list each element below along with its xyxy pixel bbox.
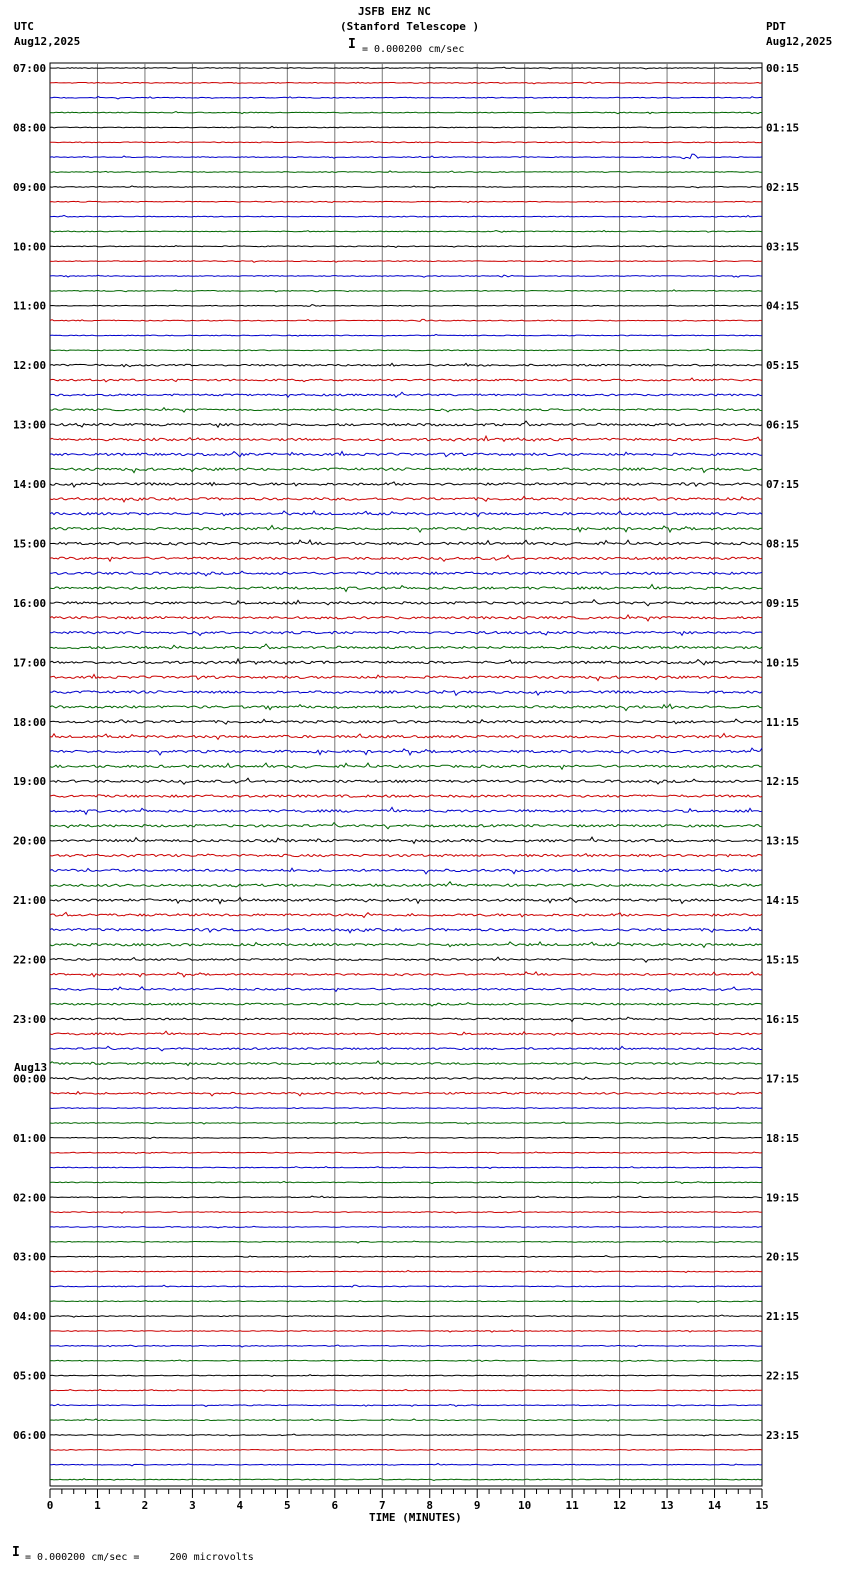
x-tick-label: 11 [565, 1499, 579, 1512]
x-tick-label: 14 [707, 1499, 722, 1512]
seismic-trace [50, 290, 762, 292]
seismic-trace [50, 1375, 762, 1377]
pdt-hour-label: 13:15 [766, 834, 800, 848]
x-tick-label: 1 [94, 1499, 101, 1512]
seismic-trace [50, 1315, 762, 1317]
seismic-trace [50, 171, 762, 173]
seismic-trace [50, 1092, 762, 1096]
seismic-trace [50, 496, 762, 502]
seismic-trace [50, 1241, 762, 1243]
utc-hour-label: 21:00 [13, 894, 47, 908]
seismic-trace [50, 585, 762, 592]
seismic-trace [50, 1464, 762, 1466]
utc-hour-label: 20:00 [13, 834, 47, 848]
seismic-trace [50, 1256, 762, 1258]
seismic-trace [50, 1345, 762, 1347]
seismic-trace [50, 1404, 762, 1406]
utc-hour-label: 07:00 [13, 62, 47, 75]
pdt-hour-label: 07:15 [766, 478, 800, 492]
seismic-trace [50, 1003, 762, 1007]
seismic-trace [50, 571, 762, 576]
seismic-trace [50, 1479, 762, 1481]
seismic-trace [50, 231, 762, 233]
pdt-hour-label: 18:15 [766, 1131, 800, 1145]
seismic-trace [50, 154, 762, 159]
pdt-hour-label: 14:15 [766, 894, 800, 908]
station-title: JSFB EHZ NC [358, 5, 431, 18]
seismic-trace [50, 246, 762, 248]
seismic-trace [50, 408, 762, 412]
utc-hour-label: 11:00 [13, 299, 47, 313]
pdt-hour-label: 06:15 [766, 418, 800, 432]
utc-hour-label: 22:00 [13, 953, 47, 967]
left-timezone: UTC [14, 20, 34, 33]
seismic-trace [50, 1211, 762, 1213]
seismic-trace [50, 987, 762, 992]
x-tick-label: 4 [236, 1499, 244, 1512]
pdt-hour-label: 20:15 [766, 1250, 800, 1264]
seismic-trace [50, 795, 762, 797]
pdt-hour-label: 00:15 [766, 62, 800, 75]
utc-hour-label: 04:00 [13, 1310, 47, 1324]
seismic-trace [50, 1077, 762, 1079]
seismic-trace [50, 1271, 762, 1273]
pdt-hour-label: 05:15 [766, 359, 800, 373]
seismic-trace [50, 615, 762, 621]
time-axis [13, 62, 799, 1512]
seismic-trace [50, 1196, 762, 1198]
pdt-hour-label: 08:15 [766, 537, 800, 551]
pdt-hour-label: 03:15 [766, 240, 800, 254]
seismic-trace [50, 644, 762, 649]
seismic-trace [50, 734, 762, 740]
x-tick-label: 8 [426, 1499, 434, 1512]
seismic-trace [50, 555, 762, 561]
seismic-trace [50, 141, 762, 142]
seismic-trace [50, 482, 762, 487]
seismic-trace [50, 1137, 762, 1139]
seismic-trace [50, 1046, 762, 1051]
seismic-trace [50, 421, 762, 427]
pdt-hour-label: 15:15 [766, 953, 800, 967]
seismic-trace [50, 126, 762, 128]
pdt-hour-label: 22:15 [766, 1369, 800, 1383]
utc-hour-label: 03:00 [13, 1250, 47, 1264]
pdt-hour-label: 11:15 [766, 715, 800, 729]
calibration-icon: I [12, 1545, 20, 1560]
seismic-trace [50, 436, 762, 441]
seismic-trace [50, 897, 762, 903]
x-tick-label: 3 [189, 1499, 196, 1512]
seismic-trace [50, 1226, 762, 1228]
seismic-trace [50, 927, 762, 933]
utc-hour-label: 16:00 [13, 596, 47, 610]
seismic-trace [50, 1122, 762, 1124]
seismic-trace [50, 837, 762, 843]
x-tick-label: 7 [378, 1499, 386, 1512]
utc-hour-label: 12:00 [13, 359, 47, 373]
x-tick-label: 2 [141, 1499, 149, 1512]
utc-hour-label: 05:00 [13, 1369, 47, 1383]
seismic-trace [50, 67, 762, 69]
seismic-trace [50, 392, 762, 397]
seismic-trace [50, 112, 762, 114]
seismic-trace [50, 1107, 762, 1109]
seismic-trace [50, 1017, 762, 1021]
right-timezone: PDT [766, 20, 786, 33]
seismic-trace [50, 1061, 762, 1066]
seismic-trace [50, 334, 762, 336]
seismic-trace [50, 526, 762, 533]
seismic-trace [50, 1419, 762, 1421]
x-tick-label: 0 [46, 1499, 54, 1512]
pdt-hour-label: 19:15 [766, 1191, 800, 1205]
utc-hour-label: 17:00 [13, 656, 47, 670]
seismic-trace [50, 1390, 762, 1392]
seismic-trace [50, 719, 762, 724]
seismic-trace [50, 1285, 762, 1287]
pdt-hour-label: 12:15 [766, 775, 800, 789]
pdt-hour-label: 21:15 [766, 1310, 800, 1324]
utc-hour-label: 02:00 [13, 1191, 47, 1205]
utc-hour-label: 10:00 [13, 240, 47, 254]
seismic-trace [50, 882, 762, 887]
x-tick-label: 6 [331, 1499, 339, 1512]
seismic-trace [50, 1152, 762, 1154]
seismic-trace [50, 305, 762, 307]
seismic-trace [50, 201, 762, 202]
seismic-trace [50, 511, 762, 517]
utc-hour-label: 15:00 [13, 537, 47, 551]
utc-hour-label: 14:00 [13, 478, 47, 492]
seismic-trace [50, 854, 762, 857]
seismic-trace [50, 1450, 762, 1451]
seismic-trace [50, 807, 762, 814]
x-tick-label: 13 [660, 1499, 674, 1512]
seismic-trace [50, 215, 762, 217]
seismic-trace [50, 1181, 762, 1183]
x-tick-label: 12 [612, 1499, 627, 1512]
utc-hour-label: 00:00 [13, 1072, 47, 1086]
seismic-trace [50, 942, 762, 948]
seismic-traces [50, 67, 762, 1480]
pdt-hour-label: 23:15 [766, 1428, 800, 1442]
utc-hour-label: 08:00 [13, 121, 47, 135]
seismic-trace [50, 748, 762, 755]
utc-hour-label: 18:00 [13, 715, 47, 729]
seismic-trace [50, 1301, 762, 1303]
utc-hour-label: 09:00 [13, 180, 47, 194]
pdt-hour-label: 16:15 [766, 1012, 800, 1026]
utc-hour-label: 23:00 [13, 1012, 47, 1026]
seismic-trace [50, 349, 762, 351]
seismic-trace [50, 912, 762, 917]
x-tick-label: 5 [284, 1499, 291, 1512]
pdt-hour-label: 04:15 [766, 299, 800, 313]
seismic-trace [50, 452, 762, 457]
seismic-trace [50, 868, 762, 874]
seismic-trace [50, 1031, 762, 1035]
seismic-trace [50, 600, 762, 606]
seismic-trace [50, 540, 762, 545]
seismic-trace [50, 363, 762, 366]
pdt-hour-label: 09:15 [766, 596, 800, 610]
x-tick-label: 9 [473, 1499, 481, 1512]
seismic-trace [50, 1330, 762, 1332]
network-subtitle: (Stanford Telescope ) [340, 20, 480, 33]
pdt-hour-label: 10:15 [766, 656, 800, 670]
pdt-hour-label: 17:15 [766, 1072, 800, 1086]
pdt-hour-label: 01:15 [766, 121, 800, 135]
utc-hour-label: 06:00 [13, 1428, 47, 1442]
seismic-trace [50, 631, 762, 635]
calibration-note: = 0.000200 cm/sec = 200 microvolts [25, 1552, 254, 1563]
x-tick-label: 15 [755, 1499, 769, 1512]
seismic-trace [50, 823, 762, 829]
scale-bar-icon: I [348, 37, 356, 52]
pdt-hour-label: 02:15 [766, 180, 800, 194]
seismic-trace [50, 1167, 762, 1169]
seismic-trace [50, 659, 762, 665]
seismic-trace [50, 82, 762, 84]
seismic-trace [50, 704, 762, 710]
seismic-trace [50, 1360, 762, 1362]
seismic-trace [50, 1434, 762, 1436]
seismic-trace [50, 468, 762, 473]
seismic-trace [50, 97, 762, 99]
seismic-trace [50, 778, 762, 784]
date-change-label: Aug13 [14, 1061, 48, 1074]
x-tick-label: 10 [518, 1499, 532, 1512]
seismic-trace [50, 261, 762, 263]
left-date: Aug12,2025 [14, 35, 81, 48]
utc-hour-label: 01:00 [13, 1131, 47, 1145]
seismic-trace [50, 674, 762, 680]
seismic-trace [50, 957, 762, 962]
scale-label: = 0.000200 cm/sec [362, 44, 465, 55]
x-axis-title: TIME (MINUTES) [369, 1511, 462, 1524]
seismic-trace [50, 319, 762, 321]
seismic-trace [50, 186, 762, 188]
utc-hour-label: 13:00 [13, 418, 47, 432]
seismic-trace [50, 378, 762, 382]
seismic-trace [50, 972, 762, 977]
seismic-trace [50, 275, 762, 277]
seismic-trace [50, 763, 762, 769]
utc-hour-label: 19:00 [13, 775, 47, 789]
right-date: Aug12,2025 [766, 35, 833, 48]
seismic-trace [50, 691, 762, 696]
